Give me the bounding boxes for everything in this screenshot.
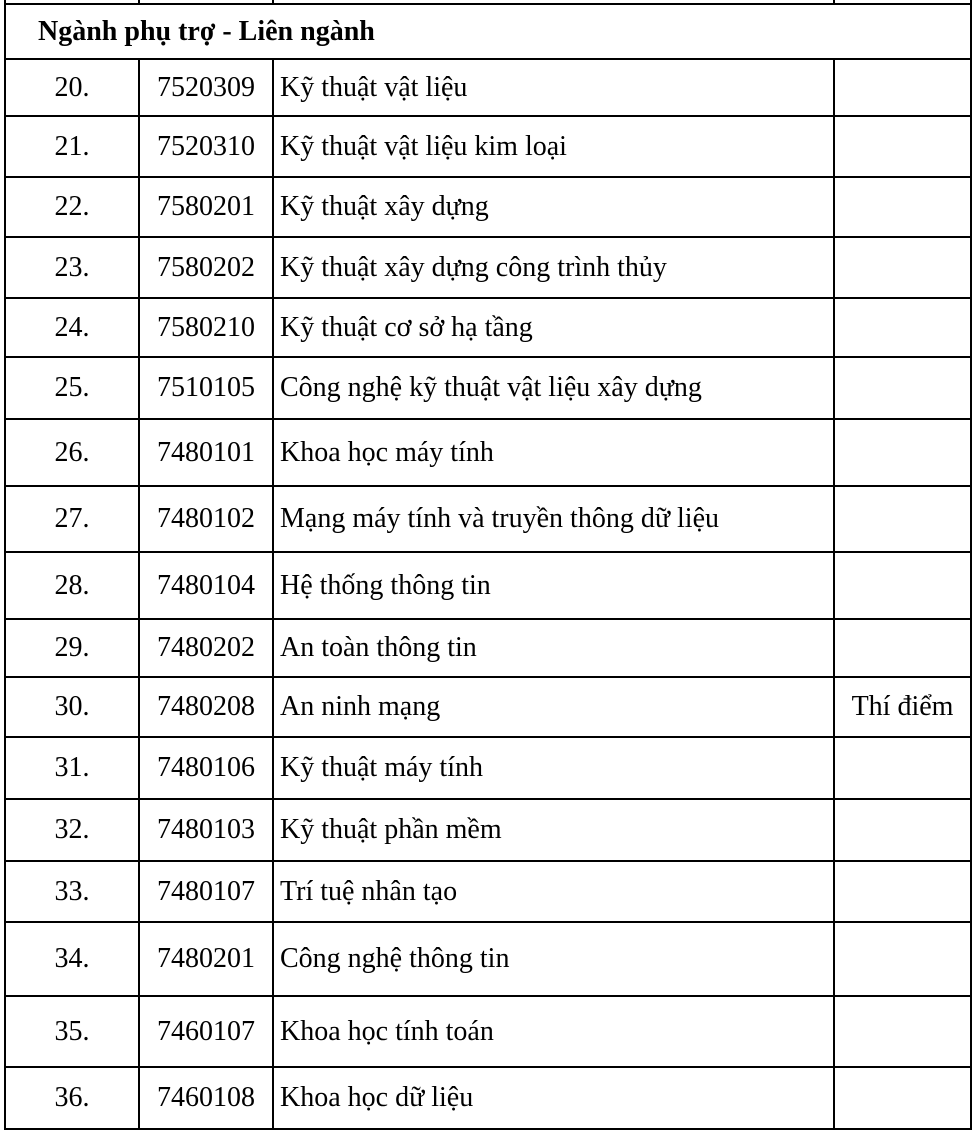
major-code: 7520310 (139, 116, 273, 177)
major-note: Thí điểm (834, 677, 971, 737)
major-code: 7580210 (139, 298, 273, 357)
table-row (5, 177, 971, 237)
major-name: Trí tuệ nhân tạo (273, 861, 834, 922)
major-name: Kỹ thuật phần mềm (273, 799, 834, 861)
major-note (834, 861, 971, 922)
major-name: An ninh mạng (273, 677, 834, 737)
major-note (834, 799, 971, 861)
major-note (834, 737, 971, 799)
major-note (834, 59, 971, 116)
major-note (834, 619, 971, 677)
table-row (5, 619, 971, 677)
row-number: 20. (5, 59, 139, 116)
section-header-row (5, 4, 971, 59)
table-row (5, 486, 971, 552)
table-row (5, 419, 971, 486)
major-name: Khoa học dữ liệu (273, 1067, 834, 1129)
major-note (834, 116, 971, 177)
major-code: 7580202 (139, 237, 273, 298)
row-number: 28. (5, 552, 139, 619)
table-body (5, 0, 971, 1129)
major-code: 7510105 (139, 357, 273, 419)
major-note (834, 922, 971, 996)
major-code: 7580201 (139, 177, 273, 237)
major-name: Kỹ thuật cơ sở hạ tầng (273, 298, 834, 357)
major-code: 7480208 (139, 677, 273, 737)
row-number: 32. (5, 799, 139, 861)
row-number: 30. (5, 677, 139, 737)
row-number: 27. (5, 486, 139, 552)
major-note (834, 552, 971, 619)
row-number: 29. (5, 619, 139, 677)
row-number: 22. (5, 177, 139, 237)
row-number: 33. (5, 861, 139, 922)
table-row (5, 677, 971, 737)
major-code: 7520309 (139, 59, 273, 116)
major-note (834, 486, 971, 552)
major-code: 7480107 (139, 861, 273, 922)
row-number: 34. (5, 922, 139, 996)
major-name: Kỹ thuật máy tính (273, 737, 834, 799)
major-name: Kỹ thuật xây dựng công trình thủy (273, 237, 834, 298)
major-note (834, 996, 971, 1067)
majors-table (4, 0, 972, 1130)
major-code: 7460107 (139, 996, 273, 1067)
major-code: 7480104 (139, 552, 273, 619)
major-name: Kỹ thuật vật liệu kim loại (273, 116, 834, 177)
table-row (5, 922, 971, 996)
major-name: Mạng máy tính và truyền thông dữ liệu (273, 486, 834, 552)
major-code: 7480106 (139, 737, 273, 799)
table-row (5, 357, 971, 419)
table-row (5, 116, 971, 177)
major-note (834, 177, 971, 237)
table-row (5, 298, 971, 357)
section-title: Ngành phụ trợ - Liên ngành (5, 4, 971, 59)
major-name: Khoa học tính toán (273, 996, 834, 1067)
row-number: 23. (5, 237, 139, 298)
major-name: Kỹ thuật xây dựng (273, 177, 834, 237)
table-row (5, 861, 971, 922)
row-number: 25. (5, 357, 139, 419)
major-note (834, 419, 971, 486)
row-number: 36. (5, 1067, 139, 1129)
table-row (5, 59, 971, 116)
major-name: An toàn thông tin (273, 619, 834, 677)
table-row (5, 737, 971, 799)
major-name: Công nghệ thông tin (273, 922, 834, 996)
major-code: 7480101 (139, 419, 273, 486)
row-number: 24. (5, 298, 139, 357)
table-row (5, 996, 971, 1067)
table-row (5, 237, 971, 298)
major-name: Công nghệ kỹ thuật vật liệu xây dựng (273, 357, 834, 419)
major-note (834, 357, 971, 419)
major-note (834, 237, 971, 298)
major-code: 7480102 (139, 486, 273, 552)
major-note (834, 298, 971, 357)
major-code: 7480202 (139, 619, 273, 677)
major-note (834, 1067, 971, 1129)
major-name: Kỹ thuật vật liệu (273, 59, 834, 116)
major-code: 7480103 (139, 799, 273, 861)
major-name: Khoa học máy tính (273, 419, 834, 486)
table-row (5, 552, 971, 619)
row-number: 21. (5, 116, 139, 177)
major-name: Hệ thống thông tin (273, 552, 834, 619)
table-row (5, 799, 971, 861)
row-number: 26. (5, 419, 139, 486)
row-number: 31. (5, 737, 139, 799)
table-row (5, 1067, 971, 1129)
row-number: 35. (5, 996, 139, 1067)
major-code: 7480201 (139, 922, 273, 996)
major-code: 7460108 (139, 1067, 273, 1129)
